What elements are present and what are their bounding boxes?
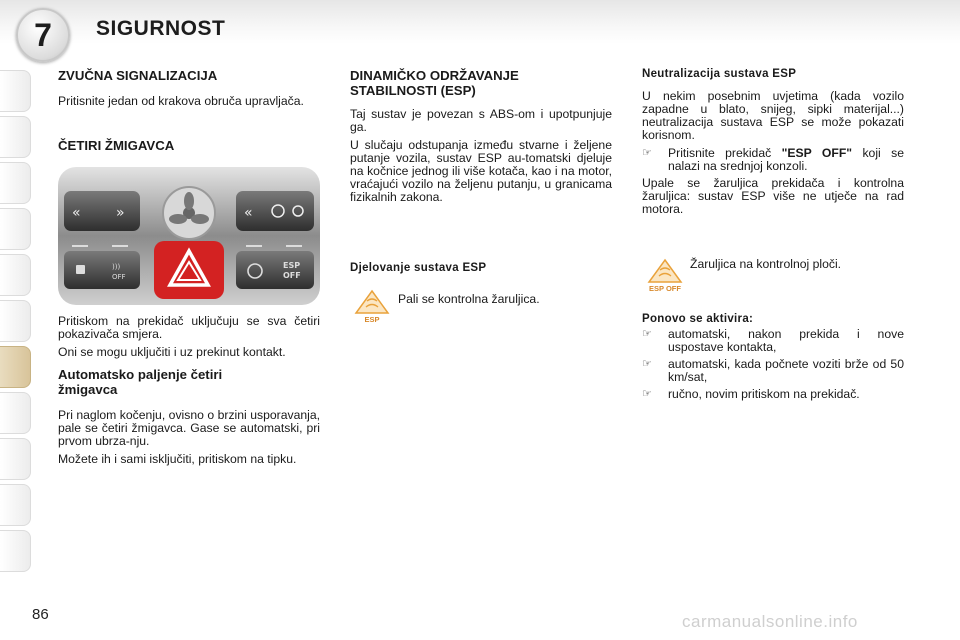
lamp-description: Pali se kontrolna žaruljica. (398, 292, 540, 306)
heading-line: žmigavca (58, 382, 118, 397)
list-item (642, 328, 904, 354)
footer-watermark-url: carmanualsonline.info (682, 612, 858, 631)
pointing-hand-icon: ☞ (642, 358, 652, 370)
pointing-hand-icon: ☞ (642, 388, 652, 400)
esp-off-warning-lamp-icon (642, 258, 688, 295)
esp-off-lamp-row (642, 258, 904, 295)
svg-text:»: » (116, 205, 125, 221)
list-item (642, 388, 904, 401)
bullet-text: ručno, novim pritiskom na prekidač. (668, 387, 860, 401)
page-number: 86 (32, 606, 49, 623)
chapter-tab[interactable] (0, 300, 31, 342)
paragraph: Pritisnite jedan od krakova obruča upravljača. (58, 94, 304, 108)
chapter-tabs (0, 50, 30, 580)
panel-label-off: OFF (112, 273, 126, 281)
chapter-tab[interactable] (0, 116, 31, 158)
chapter-tab[interactable] (0, 208, 31, 250)
bullet-text: Pritisnite prekidač "ESP OFF" koji se nalazi na srednjoj konzoli. (668, 146, 904, 173)
left-column (58, 68, 320, 471)
panel-label-esp-off: OFF (283, 271, 301, 280)
subheading-esp-operation: Djelovanje sustava ESP (350, 262, 487, 274)
paragraph: Možete ih i sami isključiti, pritiskom na tipku. (58, 452, 297, 466)
lamp-description: Žaruljica na kontrolnoj ploči. (690, 257, 842, 271)
pointing-hand-icon: ☞ (642, 328, 652, 340)
panel-label-esp: ESP (283, 261, 301, 270)
chapter-title: SIGURNOST (96, 17, 226, 40)
paragraph: U nekim posebnim uvjetima (kada vozilo zapadne u blato, snijeg, sipki materijal...) neutralizacija sustava ESP se može pokazati korisnom. (642, 89, 904, 142)
section-heading-sound: ZVUČNA SIGNALIZACIJA (58, 68, 218, 83)
chapter-tab-active[interactable] (0, 346, 31, 388)
chapter-tab[interactable] (0, 162, 31, 204)
chapter-tab[interactable] (0, 254, 31, 296)
esp-lamp-row (350, 289, 612, 326)
section-heading-esp (350, 68, 612, 98)
paragraph: U slučaju odstupanja između stvarne i željene putanje vozila, sustav ESP au-tomatski djeluje na kočnice jednog ili više kotača, kao i na motor, vraćajući vozilo na željenu putanju, u granicama fizikalnih zakona. (350, 138, 612, 204)
svg-text:))): ))) (112, 263, 121, 271)
paragraph: Upale se žaruljica prekidača i kontrolna žaruljica: sustav ESP više ne utječe na rad motora. (642, 176, 904, 216)
esp-warning-lamp-icon (350, 289, 394, 326)
chapter-tab[interactable] (0, 530, 31, 572)
list-item (642, 358, 904, 384)
middle-column (350, 68, 612, 326)
right-column (642, 68, 904, 405)
section-heading-auto-hazard (58, 367, 320, 397)
subheading-esp-neutralization: Neutralizacija sustava ESP (642, 68, 797, 80)
pointing-hand-icon: ☞ (642, 147, 652, 159)
bullet-text: automatski, kada počnete voziti brže od 50 km/sat, (668, 357, 904, 384)
chapter-tab[interactable] (0, 438, 31, 480)
paragraph: Taj sustav je povezan s ABS-om i upotpunjuje ga. (350, 107, 612, 134)
paragraph: Pri naglom kočenju, ovisno o brzini usporavanja, pale se četiri žmigavca. Gase se automatski, pri prvom ubrza-nju. (58, 408, 320, 448)
bullet-text: automatski, nakon prekida i nove uspostave kontakta, (668, 327, 904, 354)
chapter-number: 7 (34, 16, 52, 53)
esp-off-button-label: "ESP OFF" (781, 146, 853, 160)
svg-text:«: « (244, 205, 253, 221)
paragraph: Pritiskom na prekidač uključuju se sva četiri pokazivača smjera. (58, 314, 320, 341)
hazard-switch-panel-illustration (58, 167, 320, 305)
svg-text:«: « (72, 205, 81, 221)
paragraph: Oni se mogu uključiti i uz prekinut kontakt. (58, 345, 286, 359)
section-heading-hazard: ČETIRI ŽMIGAVCA (58, 138, 175, 153)
lamp-caption: ESP (364, 315, 380, 324)
heading-line: DINAMIČKO ODRŽAVANJE (350, 68, 519, 83)
subheading-reactivation: Ponovo se aktivira: (642, 313, 754, 325)
heading-line: STABILNOSTI (ESP) (350, 83, 476, 98)
heading-line: Automatsko paljenje četiri (58, 367, 223, 382)
list-item (642, 147, 904, 173)
chapter-tab[interactable] (0, 484, 31, 526)
chapter-tab[interactable] (0, 70, 31, 112)
chapter-tab[interactable] (0, 392, 31, 434)
lamp-caption: ESP OFF (649, 284, 681, 293)
